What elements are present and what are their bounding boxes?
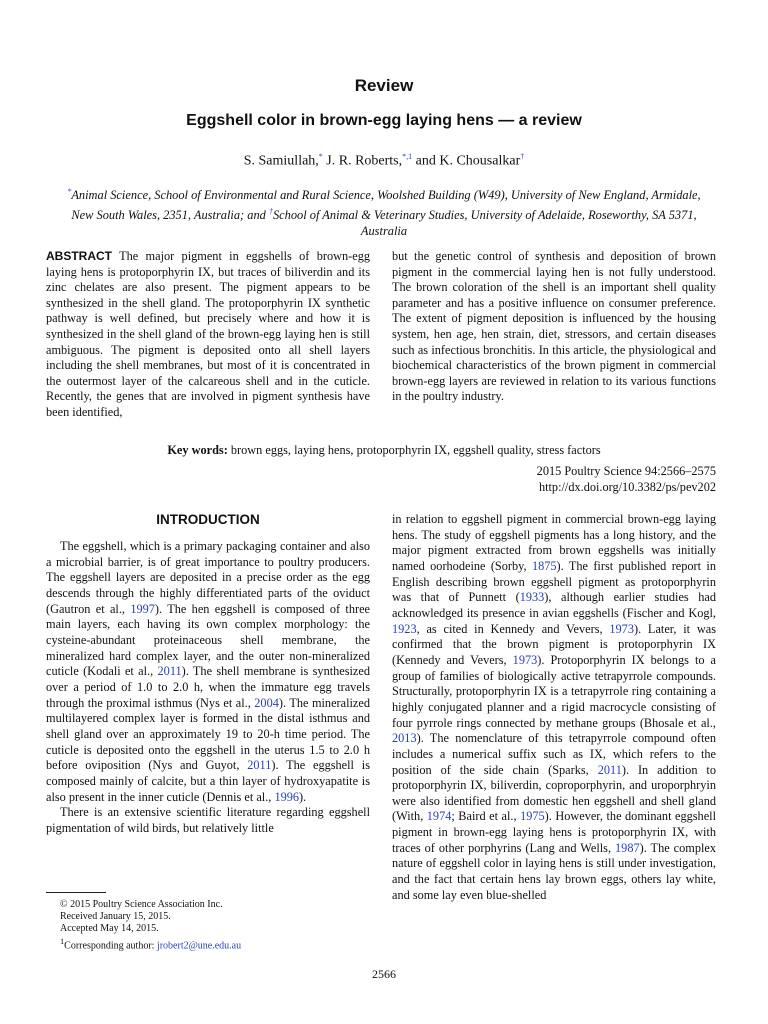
author-conjunction: and (415, 153, 436, 169)
abstract-label: ABSTRACT (46, 249, 112, 263)
keywords-text: brown eggs, laying hens, protoporphyrin IX, eggshell quality, stress factors (230, 443, 601, 457)
author-name: S. Samiullah, (243, 153, 319, 169)
reference-link[interactable]: 2004 (254, 695, 279, 710)
reference-link[interactable]: 1973 (512, 652, 538, 667)
reference-link[interactable]: 1875 (531, 558, 557, 573)
paragraph (392, 512, 716, 903)
paragraph-text: ). The shell membrane is synthesized over a period of 1.0 to 2.0 h, when the immature egg travels through the proximal isthmus (Nys et al., (46, 664, 371, 710)
copyright-note: © 2015 Poultry Science Association Inc. (60, 899, 223, 910)
reference-link[interactable]: 2011 (157, 664, 182, 679)
footnote-divider (46, 892, 106, 893)
reference-link[interactable]: 1987 (615, 840, 640, 855)
reference-link[interactable]: 2011 (247, 758, 272, 773)
paragraph-text: The eggshell, which is a primary packaging container and also a microbial barrier, is of great importance to poultry producers. The eggshell layers are deposited in a precise order as the egg descends through the highly differentiated parts of the oviduct (Gautron et al., (46, 539, 370, 616)
reference-link[interactable]: 1997 (130, 601, 155, 616)
paragraph-text: ). The eggshell is composed mainly of calcite, but a thin layer of hydroxyapatite is also present in the inner cuticle (Dennis et al., (46, 758, 370, 804)
footnotes (60, 899, 370, 952)
page-number: 2566 (372, 967, 396, 981)
paragraph-text: ). The first published report in English describing brown eggshell pigment as protoporphyrin was that of Punnett ( (392, 558, 716, 605)
paragraph-text: ). However, the dominant eggshell pigment in brown-egg laying hens is protoporphyrin IX, with traces of other porphyrins (Lang and Wells, (392, 809, 716, 855)
reference-link[interactable]: 1974 (426, 809, 452, 824)
reference-link[interactable]: 2013 (392, 731, 417, 746)
paragraph-text: ). The mineralized multilayered complex layer is formed in the distal isthmus and shell gland over an approximately 19 to 20-h time period. The cuticle is deposited onto the eggshell in the uterus 1.5 to 2.0 h before oviposition (Nys and Guyot, (46, 695, 370, 773)
paragraph-text: ). Later, it was confirmed that the brown pigment is protoporphyrin IX (Kennedy and Vevers, (392, 621, 716, 667)
paragraph-text: ). Protoporphyrin IX belongs to a group of families of biologically active tetrapyrrole compounds. Structurally, protoporphyrin IX is a tetrapyrrole ring containing a highly conjugated planner and a rigid macrocycle consisting of four pyrrole rings connected by methane groups (Bhosale et al., (392, 652, 717, 730)
received-date: Received January 15, 2015. (60, 911, 171, 923)
abstract-right-column: but the genetic control of synthesis and deposition of brown pigment in the commercial laying hen is not fully understood. The brown coloration of the shell is an important shell quality parameter and has a positive influence on consumer preference. The extent of pigment deposition is influenced by the housing system, hen age, hen strain, diet, stressors, and certain diseases such as infectious bronchitis. In this article, the physiological and biochemical characteristics of the brown pigment in commercial brown-egg layers are reviewed in relation to its various functions in the poultry industry. (392, 249, 716, 404)
abstract-left-column (46, 249, 370, 421)
corr-mark: 1 (60, 936, 65, 946)
introduction-heading: INTRODUCTION (156, 512, 260, 527)
paragraph-text: , as cited in Kennedy and Vevers, (416, 621, 610, 636)
affiliation-mark: † (268, 206, 273, 216)
paragraph-text: ), although earlier studies had acknowledged its presence in avian eggshells (Fischer and Kogl, (392, 590, 716, 620)
paragraph-text: ). The nomenclature of this tetrapyrrole compound often includes a numerical suffix such as IX, which refers to the position of the side chain (Sparks, (392, 731, 716, 777)
body-right-column (392, 512, 716, 903)
reference-link[interactable]: 2011 (597, 762, 622, 777)
section-type: Review (354, 76, 414, 95)
author-name: J. R. Roberts, (326, 153, 403, 169)
paragraph-text: ). (299, 789, 307, 804)
paragraph: There is an extensive scientific literature regarding eggshell pigmentation of wild birds, but relatively little (46, 805, 370, 835)
author-name: K. Chousalkar (439, 153, 521, 169)
paragraph-text: ). The complex nature of eggshell color in laying hens is still under investigation, and the fact that certain hens lay brown eggs, others lay white, and some lay even blue-shelled (392, 840, 717, 902)
article-title: Eggshell color in brown-egg laying hens — a review (186, 112, 582, 129)
corresponding-author (60, 936, 370, 953)
author-mark[interactable]: * (318, 152, 323, 161)
paragraph-text: ; Baird et al., (451, 809, 521, 824)
citation-block (537, 463, 716, 495)
paragraph-text: ). The hen eggshell is composed of three main layers, each having its own complex morphology: the cysteine-abundant proteinaceous shell membrane, the mineralized hard complex layer, and the outer non-mineralized cuticle (Kodali et al., (46, 601, 371, 679)
corr-email-link[interactable]: jrobert2@une.edu.au (156, 939, 242, 951)
reference-link[interactable]: 1923 (392, 621, 417, 636)
body-left-column (46, 539, 370, 836)
reference-link[interactable]: 1975 (520, 809, 545, 824)
reference-link[interactable]: 1996 (274, 789, 300, 804)
keywords-label: Key words: (167, 443, 228, 457)
keywords (0, 443, 768, 458)
corr-label: Corresponding author: (64, 939, 155, 951)
paragraph-text: in relation to eggshell pigment in commercial brown-egg laying hens. The study of eggshell pigments has a long history, and the major pigment extracted from brown eggshells was initially named oorhodeine (Sorby, (392, 512, 716, 573)
abstract-text: The major pigment in eggshells of brown-egg laying hens is protoporphyrin IX, but traces of biliverdin and its zinc chelates are also present. The pigment appears to be synthesized in the shell gland. The protoporphyrin IX synthetic pathway is well defined, but precisely where and how it is synthesized in the shell gland of the brown-egg laying hen is still ambiguous. The pigment is deposited onto all shell layers including the shell membranes, but most of it is concentrated in the outermost layer of the calcareous shell and in the cuticle. Recently, the genes that are involved in pigment synthesis have been identified, (46, 249, 370, 419)
affiliation-mark: * (67, 187, 72, 196)
journal-citation: 2015 Poultry Science 94:2566–2575 (536, 464, 716, 478)
affiliation (60, 184, 708, 240)
affiliation-text: School of Animal & Veterinary Studies, University of Adelaide, Roseworthy, SA 5371, Australia (272, 207, 697, 239)
affiliation-text: Animal Science, School of Environmental and Rural Science, Woolshed Building (W49), University of New England, Armidale, New South Wales, 2351, Australia; and (71, 188, 701, 222)
reference-link[interactable]: 1933 (519, 590, 545, 605)
doi-link[interactable]: http://dx.doi.org/10.3382/ps/pev202 (538, 480, 716, 494)
author-mark[interactable]: † (520, 152, 525, 161)
paragraph-text: ). In addition to protoporphyrin IX, biliverdin, coproporphyrin, and uroporphryin were also identified from domestic hen eggshell and shell gland (With, (392, 762, 716, 824)
author-list (0, 152, 768, 170)
reference-link[interactable]: 1973 (609, 621, 634, 636)
accepted-date: Accepted May 14, 2015. (60, 923, 159, 935)
author-mark[interactable]: *,1 (402, 152, 413, 161)
paragraph (46, 539, 370, 805)
